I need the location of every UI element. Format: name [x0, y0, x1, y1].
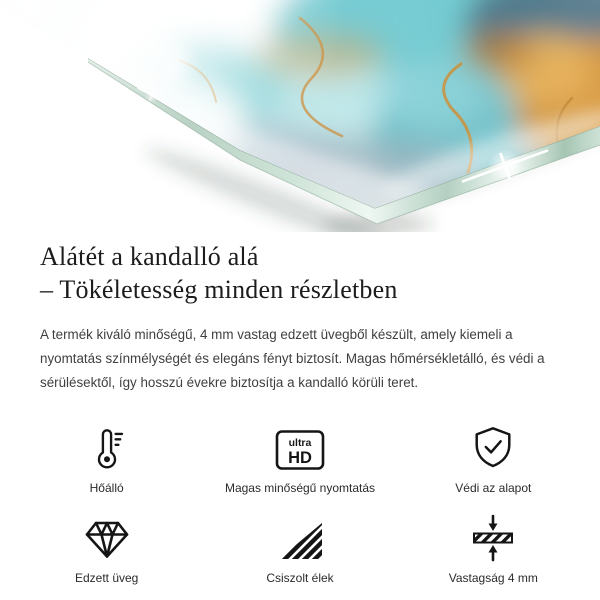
feature-label: Hőálló — [89, 481, 124, 495]
features-grid — [0, 420, 600, 585]
feature-thickness — [397, 510, 590, 585]
page-title-line2: – Tökéletesség minden részletben — [40, 275, 398, 304]
product-description: A termék kiváló minőségű, 4 mm vastag edzett üvegből készült, amely kiemeli a nyomtatás színmélységét és elegáns fényt biztosít. Magas hőmérsékletálló, és védi a sérülésektől, így hosszú évekre biztosítja a kandalló körüli teret. — [40, 327, 545, 390]
feature-print-quality — [203, 420, 396, 495]
glass-artwork — [0, 0, 600, 232]
feature-label: Magas minőségű nyomtatás — [224, 481, 376, 495]
glass-panel-image — [0, 0, 600, 232]
shield-check-icon — [470, 420, 516, 472]
page-title-line1: Alátét a kandalló alá — [40, 242, 259, 271]
feature-tempered-glass — [10, 510, 203, 585]
ultra-hd-text-bottom: HD — [288, 449, 312, 467]
feature-polished-edges — [203, 510, 396, 585]
feature-label: Csiszolt élek — [266, 571, 334, 585]
polished-edges-icon — [276, 510, 324, 562]
ultra-hd-icon — [274, 420, 326, 472]
diamond-icon — [83, 510, 131, 562]
thermometer-icon — [87, 420, 127, 472]
feature-label: Edzett üveg — [74, 571, 139, 585]
thickness-icon — [469, 510, 517, 562]
feature-protects-base — [397, 420, 590, 495]
product-photo — [0, 0, 600, 232]
feature-label: Védi az alapot — [455, 481, 532, 495]
page-title — [40, 240, 570, 306]
feature-heat-resistant — [10, 420, 203, 495]
ultra-hd-text-top: ultra — [288, 437, 312, 449]
feature-label: Vastagság 4 mm — [448, 571, 538, 585]
